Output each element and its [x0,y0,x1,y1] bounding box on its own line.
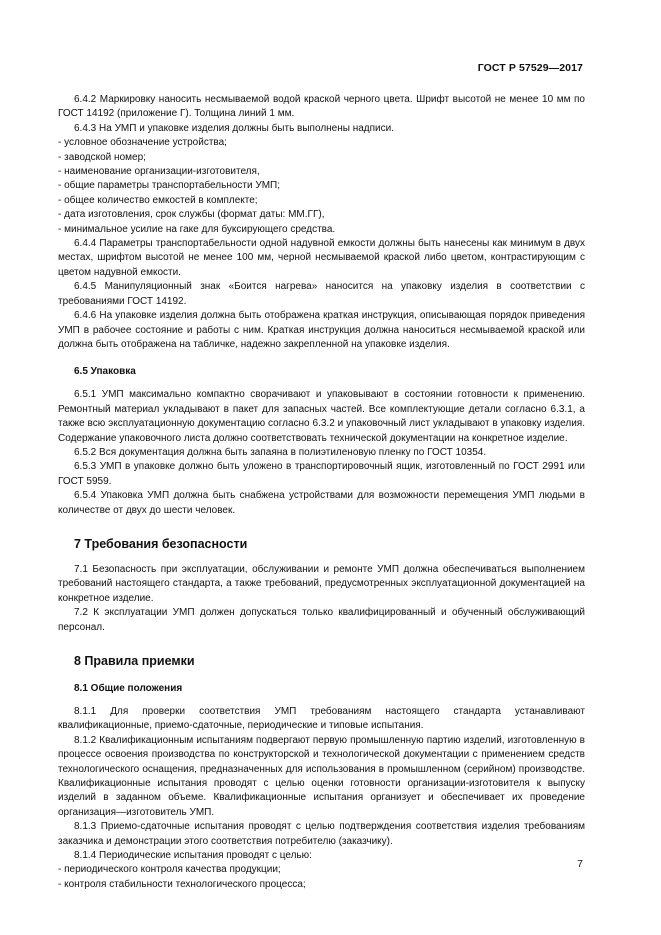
paragraph: 8.1.4 Периодические испытания проводят с целью: [74,850,312,862]
document-body [58,93,585,892]
paragraph: 8.1.1 Для проверки соответствия УМП требованиям настоящего стандарта устанавливают квалификационные, приемо-сдаточные, периодические и типовые испытания. [58,706,585,732]
list-item: - дата изготовления, срок службы (формат даты: ММ.ГГ), [58,209,325,221]
section-heading: 7 Требования безопасности [74,536,248,551]
subsection-heading: 8.1 Общие положения [74,683,183,694]
list-item: - условное обозначение устройства; [58,137,227,149]
list-item: - контроля стабильности технологического процесса; [58,878,306,890]
paragraph: 8.1.2 Квалификационным испытаниям подвергают первую промышленную партию изделий, изготовленную в процессе освоения производства по конструкторской и технологической документации с применением средств технологического оснащения, предназначенных для использования в промышленном (серийном) производстве. Квалификационные испытания проводят с целью оценки готовности организации-изготовителя к выпуску изделий в заданном объеме. Квалификационные испытания организует и обеспечивает их проведение организация—изготовитель УМП. [58,734,585,818]
paragraph: 7.1 Безопасность при эксплуатации, обслуживании и ремонте УМП должна обеспечиваться выполнением требований настоящего стандарта, а также требований, предусмотренных эксплуатационной документацией на конкретное изделие. [58,563,585,604]
document-header: ГОСТ Р 57529—2017 [477,62,583,74]
paragraph: 6.4.6 На упаковке изделия должна быть отображена краткая инструкция, описывающая порядок приведения УМП в рабочее состояние и работы с ним. Краткая инструкция должна наноситься несмываемой краской или должна быть отображена на табличке, надежно закрепленной на упаковке изделия. [58,310,585,350]
paragraph: 6.4.5 Манипуляционный знак «Боится нагрева» наносится на упаковку изделия в соответствии с требованиями ГОСТ 14192. [58,281,585,307]
list-item: - наименование организации-изготовителя, [58,166,260,178]
paragraph: 8.1.3 Приемо-сдаточные испытания проводят с целью подтверждения соответствия изделия требованиям заказчика и демонстрации этого соответствия потребителю (заказчику). [58,821,585,847]
list-item: - периодического контроля качества продукции; [58,864,281,876]
list-item: - минимальное усилие на гаке для буксирующего средства. [58,223,336,235]
paragraph: 6.5.4 Упаковка УМП должна быть снабжена устройствами для возможности перемещения УМП людьми в количестве от двух до шести человек. [58,490,585,516]
paragraph: 6.4.4 Параметры транспортабельности одной надувной емкости должны быть нанесены как минимум в двух местах, шрифтом высотой не менее 100 мм, черной несмываемой краской либо цветом, контрастирующим с цветом надувной емкости. [58,238,585,278]
section-heading: 8 Правила приемки [74,654,195,668]
paragraph: 6.5.1 УМП максимально компактно сворачивают и упаковывают в состоянии готовности к применению. Ремонтный материал укладывают в пакет для запасных частей. Все комплектующие детали согласно 6.3.1, а также всю эксплуатационную документацию согласно 6.3.2 и упаковочный лист укладывают в упаковку изделия. Содержание упаковочного листа должно соответствовать технической документации на конкретное изделие. [58,389,585,444]
paragraph: 7.2 К эксплуатации УМП должен допускаться только квалифицированный и обученный обслуживающий персонал. [58,607,585,633]
list-item: - общие параметры транспортабельности УМП; [58,180,281,192]
list-item: - общее количество емкостей в комплекте; [58,194,258,206]
subsection-heading: 6.5 Упаковка [74,366,136,378]
page-number: 7 [577,858,583,870]
list-item: - заводской номер; [58,151,146,163]
paragraph: 6.5.2 Вся документация должна быть запаяна в полиэтиленовую пленку по ГОСТ 10354. [74,446,487,458]
paragraph: 6.4.2 Маркировку наносить несмываемой водой краской черного цвета. Шрифт высотой не менее 10 мм по ГОСТ 14192 (приложение Г). Толщина линий 1 мм. [58,94,585,120]
paragraph: 6.4.3 На УМП и упаковке изделия должны быть выполнены надписи. [74,122,395,134]
paragraph: 6.5.3 УМП в упаковке должно быть уложено в транспортировочный ящик, изготовленный по ГОСТ 2991 или ГОСТ 5959. [58,461,585,487]
